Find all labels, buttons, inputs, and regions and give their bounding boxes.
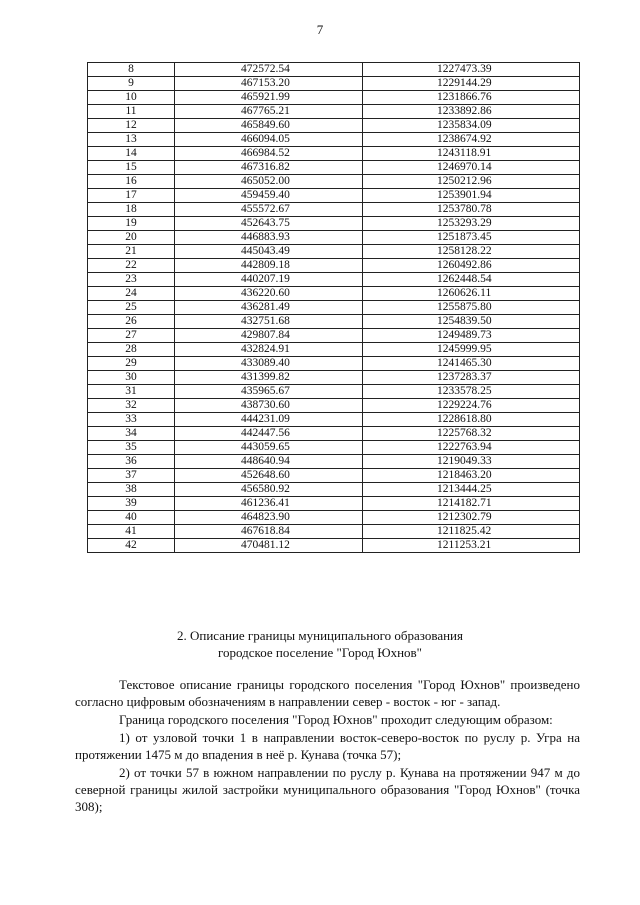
paragraph-route-lead: Граница городского поселения "Город Юхнов" проходит следующим образом:	[119, 712, 553, 727]
paragraph-intro: Текстовое описание границы городского поселения "Город Юхнов" произведено согласно цифровым обозначениям в направлении север - восток - юг - запад.	[75, 677, 580, 709]
x-coordinate-cell: 433089.40	[175, 357, 363, 371]
table-row	[88, 91, 580, 105]
x-coordinate-cell: 445043.49	[175, 245, 363, 259]
y-coordinate-cell: 1219049.33	[363, 455, 580, 469]
y-coordinate-cell: 1255875.80	[363, 301, 580, 315]
table-row	[88, 455, 580, 469]
table-row	[88, 539, 580, 553]
page-number: 7	[316, 22, 324, 37]
point-number-cell: 19	[88, 217, 175, 231]
y-coordinate-cell: 1231866.76	[363, 91, 580, 105]
point-number-cell: 9	[88, 77, 175, 91]
x-coordinate-cell: 459459.40	[175, 189, 363, 203]
point-number-cell: 27	[88, 329, 175, 343]
point-number-cell: 40	[88, 511, 175, 525]
x-coordinate-cell: 465052.00	[175, 175, 363, 189]
coordinates-table	[87, 62, 580, 553]
table-row	[88, 385, 580, 399]
table-row	[88, 119, 580, 133]
table-row	[88, 161, 580, 175]
x-coordinate-cell: 452643.75	[175, 217, 363, 231]
x-coordinate-cell: 443059.65	[175, 441, 363, 455]
table-row	[88, 77, 580, 91]
table-row	[88, 287, 580, 301]
point-number-cell: 34	[88, 427, 175, 441]
x-coordinate-cell: 470481.12	[175, 539, 363, 553]
point-number-cell: 25	[88, 301, 175, 315]
point-number-cell: 17	[88, 189, 175, 203]
point-number-cell: 12	[88, 119, 175, 133]
y-coordinate-cell: 1253293.29	[363, 217, 580, 231]
table-row	[88, 189, 580, 203]
point-number-cell: 36	[88, 455, 175, 469]
y-coordinate-cell: 1258128.22	[363, 245, 580, 259]
point-number-cell: 14	[88, 147, 175, 161]
x-coordinate-cell: 461236.41	[175, 497, 363, 511]
y-coordinate-cell: 1262448.54	[363, 273, 580, 287]
point-number-cell: 33	[88, 413, 175, 427]
point-number-cell: 8	[88, 63, 175, 77]
point-number-cell: 16	[88, 175, 175, 189]
table-row	[88, 469, 580, 483]
y-coordinate-cell: 1222763.94	[363, 441, 580, 455]
y-coordinate-cell: 1211253.21	[363, 539, 580, 553]
y-coordinate-cell: 1253901.94	[363, 189, 580, 203]
x-coordinate-cell: 466984.52	[175, 147, 363, 161]
section-heading-line-1: 2. Описание границы муниципального образования	[177, 628, 463, 643]
y-coordinate-cell: 1233578.25	[363, 385, 580, 399]
y-coordinate-cell: 1229144.29	[363, 77, 580, 91]
y-coordinate-cell: 1214182.71	[363, 497, 580, 511]
y-coordinate-cell: 1233892.86	[363, 105, 580, 119]
table-row	[88, 441, 580, 455]
table-row	[88, 301, 580, 315]
y-coordinate-cell: 1227473.39	[363, 63, 580, 77]
x-coordinate-cell: 438730.60	[175, 399, 363, 413]
x-coordinate-cell: 465849.60	[175, 119, 363, 133]
point-number-cell: 15	[88, 161, 175, 175]
y-coordinate-cell: 1249489.73	[363, 329, 580, 343]
point-number-cell: 42	[88, 539, 175, 553]
table-row	[88, 315, 580, 329]
x-coordinate-cell: 446883.93	[175, 231, 363, 245]
x-coordinate-cell: 452648.60	[175, 469, 363, 483]
table-row	[88, 483, 580, 497]
y-coordinate-cell: 1229224.76	[363, 399, 580, 413]
y-coordinate-cell: 1238674.92	[363, 133, 580, 147]
y-coordinate-cell: 1235834.09	[363, 119, 580, 133]
table-row	[88, 427, 580, 441]
x-coordinate-cell: 464823.90	[175, 511, 363, 525]
table-row	[88, 399, 580, 413]
x-coordinate-cell: 467316.82	[175, 161, 363, 175]
paragraph-item-1: 1) от узловой точки 1 в направлении восток-северо-восток по руслу р. Угра на протяжении 1475 м до впадения в неё р. Кунава (точка 57);	[75, 730, 580, 762]
x-coordinate-cell: 431399.82	[175, 371, 363, 385]
x-coordinate-cell: 436220.60	[175, 287, 363, 301]
x-coordinate-cell: 448640.94	[175, 455, 363, 469]
x-coordinate-cell: 467765.21	[175, 105, 363, 119]
table-row	[88, 63, 580, 77]
description-text	[75, 676, 580, 816]
y-coordinate-cell: 1218463.20	[363, 469, 580, 483]
table-row	[88, 259, 580, 273]
x-coordinate-cell: 432751.68	[175, 315, 363, 329]
x-coordinate-cell: 455572.67	[175, 203, 363, 217]
y-coordinate-cell: 1245999.95	[363, 343, 580, 357]
table-row	[88, 371, 580, 385]
point-number-cell: 32	[88, 399, 175, 413]
table-row	[88, 273, 580, 287]
y-coordinate-cell: 1260626.11	[363, 287, 580, 301]
point-number-cell: 29	[88, 357, 175, 371]
y-coordinate-cell: 1254839.50	[363, 315, 580, 329]
point-number-cell: 11	[88, 105, 175, 119]
section-heading	[0, 627, 640, 661]
x-coordinate-cell: 442809.18	[175, 259, 363, 273]
point-number-cell: 20	[88, 231, 175, 245]
point-number-cell: 41	[88, 525, 175, 539]
table-row	[88, 175, 580, 189]
x-coordinate-cell: 429807.84	[175, 329, 363, 343]
table-row	[88, 525, 580, 539]
section-heading-line-2: городское поселение "Город Юхнов"	[218, 645, 422, 660]
x-coordinate-cell: 435965.67	[175, 385, 363, 399]
y-coordinate-cell: 1241465.30	[363, 357, 580, 371]
point-number-cell: 39	[88, 497, 175, 511]
table-row	[88, 357, 580, 371]
point-number-cell: 28	[88, 343, 175, 357]
point-number-cell: 13	[88, 133, 175, 147]
y-coordinate-cell: 1250212.96	[363, 175, 580, 189]
x-coordinate-cell: 442447.56	[175, 427, 363, 441]
y-coordinate-cell: 1213444.25	[363, 483, 580, 497]
table-row	[88, 147, 580, 161]
x-coordinate-cell: 472572.54	[175, 63, 363, 77]
y-coordinate-cell: 1243118.91	[363, 147, 580, 161]
x-coordinate-cell: 436281.49	[175, 301, 363, 315]
point-number-cell: 30	[88, 371, 175, 385]
point-number-cell: 21	[88, 245, 175, 259]
y-coordinate-cell: 1253780.78	[363, 203, 580, 217]
y-coordinate-cell: 1251873.45	[363, 231, 580, 245]
table-row	[88, 413, 580, 427]
table-row	[88, 203, 580, 217]
y-coordinate-cell: 1237283.37	[363, 371, 580, 385]
x-coordinate-cell: 456580.92	[175, 483, 363, 497]
table-row	[88, 231, 580, 245]
x-coordinate-cell: 444231.09	[175, 413, 363, 427]
y-coordinate-cell: 1228618.80	[363, 413, 580, 427]
x-coordinate-cell: 465921.99	[175, 91, 363, 105]
y-coordinate-cell: 1225768.32	[363, 427, 580, 441]
point-number-cell: 23	[88, 273, 175, 287]
table-row	[88, 497, 580, 511]
table-row	[88, 245, 580, 259]
y-coordinate-cell: 1260492.86	[363, 259, 580, 273]
x-coordinate-cell: 440207.19	[175, 273, 363, 287]
x-coordinate-cell: 467153.20	[175, 77, 363, 91]
point-number-cell: 18	[88, 203, 175, 217]
x-coordinate-cell: 466094.05	[175, 133, 363, 147]
point-number-cell: 37	[88, 469, 175, 483]
point-number-cell: 35	[88, 441, 175, 455]
table-row	[88, 217, 580, 231]
paragraph-item-2: 2) от точки 57 в южном направлении по руслу р. Кунава на протяжении 947 м до северной границы жилой застройки муниципального образования "Город Юхнов" (точка 308);	[75, 765, 580, 814]
table-row	[88, 511, 580, 525]
point-number-cell: 26	[88, 315, 175, 329]
point-number-cell: 38	[88, 483, 175, 497]
table-row	[88, 329, 580, 343]
table-row	[88, 343, 580, 357]
y-coordinate-cell: 1212302.79	[363, 511, 580, 525]
y-coordinate-cell: 1246970.14	[363, 161, 580, 175]
x-coordinate-cell: 432824.91	[175, 343, 363, 357]
y-coordinate-cell: 1211825.42	[363, 525, 580, 539]
table-row	[88, 105, 580, 119]
point-number-cell: 22	[88, 259, 175, 273]
point-number-cell: 24	[88, 287, 175, 301]
point-number-cell: 10	[88, 91, 175, 105]
point-number-cell: 31	[88, 385, 175, 399]
table-row	[88, 133, 580, 147]
x-coordinate-cell: 467618.84	[175, 525, 363, 539]
